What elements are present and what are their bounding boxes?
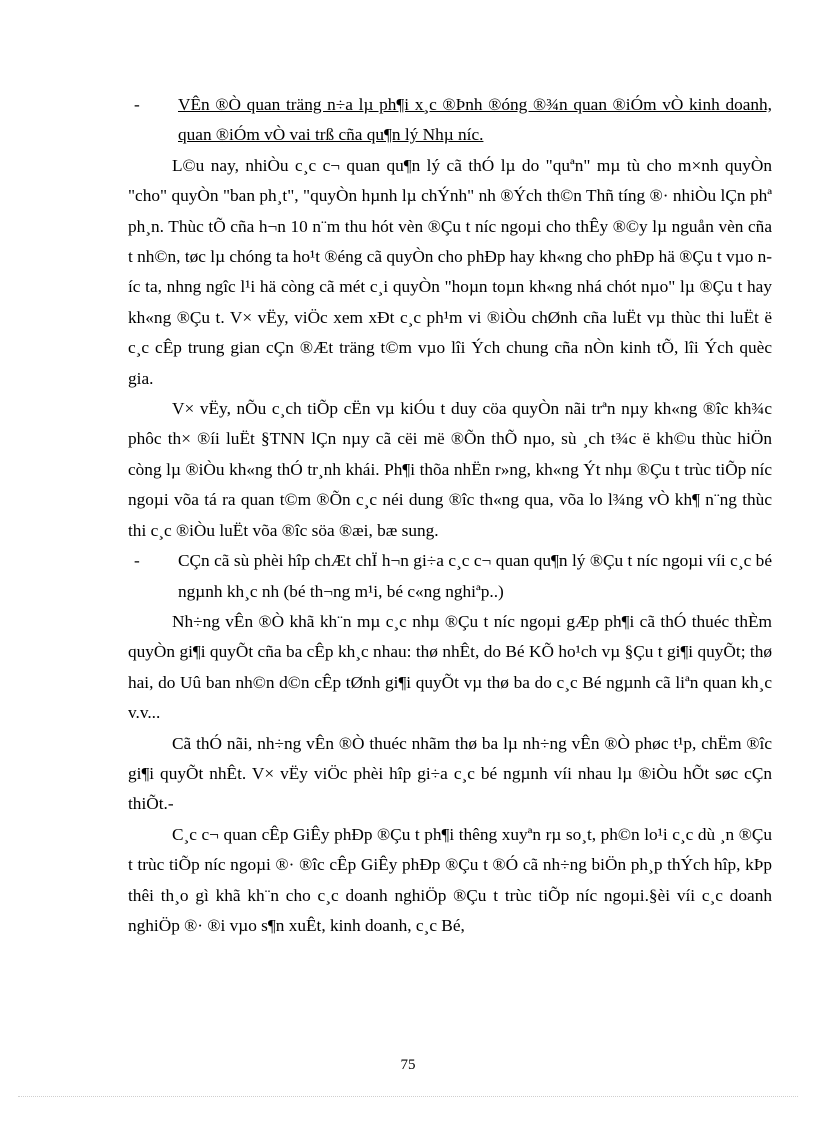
bullet-mark: - [134, 95, 140, 114]
page-number: 75 [400, 1057, 416, 1073]
bullet-item-2 [128, 546, 772, 607]
body-text [128, 90, 772, 941]
page-bottom-divider [18, 1096, 798, 1097]
paragraph-5: C¸c c¬ quan cÊp GiÊy phÐp ®Çu t ph¶i thêng xuyªn rµ so¸t, ph©n lo¹i c¸c dù ¸n ®Çu t trùc tiÕp níc ngoµi ®· ®îc cÊp GiÊy phÐp ®Çu t ®Ó cã nh÷ng biÖn ph¸p thÝch hîp, kÞp thêi th¸o gì khã kh¨n cho c¸c doanh nghiÖp ®Çu t trùc tiÕp níc ngoµi.§èi víi c¸c doanh nghiÖp ®· ®i vµo s¶n xuÊt, kinh doanh, c¸c Bé, [128, 824, 772, 935]
bullet-text-2: CÇn cã sù phèi hîp chÆt chÏ h¬n gi÷a c¸c c¬ quan qu¶n lý ®Çu t níc ngoµi víi c¸c bé ngµnh kh¸c nh (bé th¬ng m¹i, bé c«ng nghiªp..) [178, 551, 772, 601]
heading-text: VÊn ®Ò quan träng n÷a lµ ph¶i x¸c ®Þnh ®óng ®¾n quan ®iÓm vÒ kinh doanh, quan ®iÓm vÒ vai trß cña qu¶n lý Nhµ níc. [178, 95, 772, 145]
bullet-mark-2: - [134, 551, 140, 571]
paragraph-1: L©u nay, nhiÒu c¸c c¬ quan qu¶n lý cã thÓ lµ do "quªn" mµ tù cho m×nh quyÒn "cho" quyÒn "ban ph¸t", "quyÒn hµnh lµ chÝnh" nh ®Ých th©n Thñ tíng ®· nhiÒu lÇn phª ph¸n. Thùc tÕ cña h¬n 10 n¨m thu hót vèn ®Çu t níc ngoµi cho thÊy ®©y lµ nguån vèn cña t nh©n, tøc lµ chóng ta ho¹t ®éng cã quyÒn cho phÐp hay kh«ng cho phÐp hä ®Çu t vµo níc ta, nhng ngîc l¹i hä còng cã mét c¸i quyÒn "hoµn toµn kh«ng nhá chót nµo" lµ ®Çu t hay kh«ng ®Çu t. V× vËy, viÖc xem xÐt c¸c ph¹m vi ®iÒu chØnh cña luËt vµ thùc thi luËt ë c¸c cÊp trung gian cÇn ®Æt träng t©m vµo lîi Ých chung cña nÒn kinh tÕ, lîi Ých quèc gia. [128, 155, 772, 388]
paragraph-2: V× vËy, nÕu c¸ch tiÕp cËn vµ kiÓu t duy cöa quyÒn nãi trªn nµy kh«ng ®îc kh¾c phôc th× ®íi luËt §TNN lÇn nµy cã cëi më ®Õn thÕ nµo, sù ¸ch t¾c ë kh©u thùc hiÖn còng lµ ®iÒu kh«ng thÓ tr¸nh khái. Ph¶i thõa nhËn r»ng, kh«ng Ýt nhµ ®Çu t trùc tiÕp níc ngoµi võa tá ra quan t©m ®Õn c¸c néi dung ®îc th«ng qua, võa lo l¾ng vÒ kh¶ n¨ng thùc thi c¸c ®iÒu luËt võa ®îc söa ®æi, bæ sung. [128, 399, 772, 540]
paragraph-3: Nh÷ng vÊn ®Ò khã kh¨n mµ c¸c nhµ ®Çu t níc ngoµi gÆp ph¶i cã thÓ thuéc thÈm quyÒn gi¶i quyÕt cña ba cÊp kh¸c nhau: thø nhÊt, do Bé KÕ ho¹ch vµ §Çu t gi¶i quyÕt; thø hai, do Uû ban nh©n d©n cÊp tØnh gi¶i quyÕt vµ thø ba do c¸c Bé ngµnh cã liªn quan kh¸c v.v... [128, 611, 772, 723]
paragraph-4: Cã thÓ nãi, nh÷ng vÊn ®Ò thuéc nhãm thø ba lµ nh÷ng vÊn ®Ò phøc t¹p, chËm ®îc gi¶i quyÕt nhÊt. V× vËy viÖc phèi hîp gi÷a c¸c bé ngµnh víi nhau lµ ®iÒu hÕt søc cÇn thiÕt.- [128, 733, 772, 814]
heading-item [128, 90, 772, 151]
